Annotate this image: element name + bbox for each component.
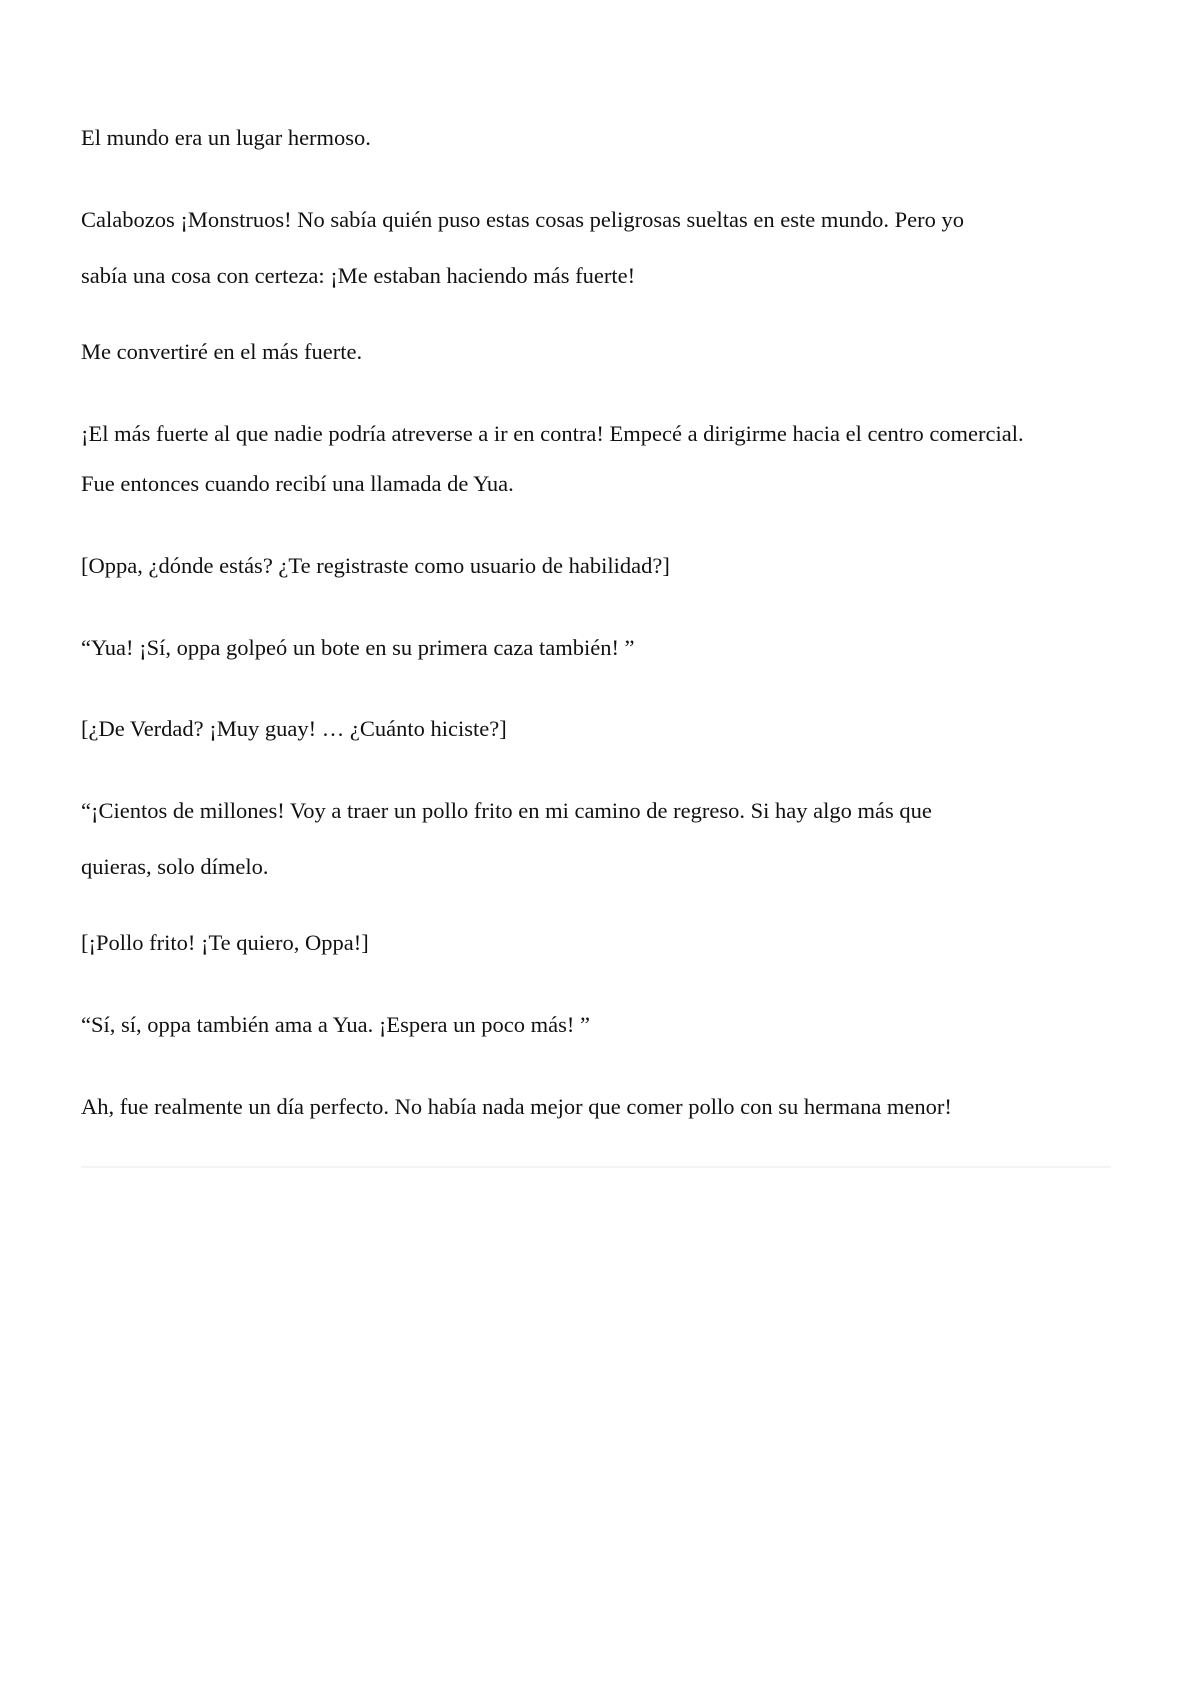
paragraph-line: ¡El más fuerte al que nadie podría atreverse a ir en contra! Empecé a dirigirme hacia el centro comercial.: [81, 421, 1024, 446]
paragraph-line: “¡Cientos de millones! Voy a traer un pollo frito en mi camino de regreso. Si hay algo más que: [81, 798, 932, 823]
paragraph-line: [¿De Verdad? ¡Muy guay! … ¿Cuánto hiciste?]: [81, 716, 507, 741]
paragraph-line: “Sí, sí, oppa también ama a Yua. ¡Espera un poco más! ”: [81, 1012, 591, 1037]
paragraph-line: “Yua! ¡Sí, oppa golpeó un bote en su primera caza también! ”: [81, 635, 635, 660]
paragraph-line: Calabozos ¡Monstruos! No sabía quién puso estas cosas peligrosas sueltas en este mundo. Pero yo: [81, 207, 964, 232]
paragraph-line: [¡Pollo frito! ¡Te quiero, Oppa!]: [81, 930, 369, 955]
horizontal-divider: [81, 1166, 1111, 1168]
paragraph-line: Fue entonces cuando recibí una llamada de Yua.: [81, 471, 514, 496]
paragraph-line: sabía una cosa con certeza: ¡Me estaban haciendo más fuerte!: [81, 263, 636, 288]
paragraph-line: Ah, fue realmente un día perfecto. No había nada mejor que comer pollo con su hermana menor!: [81, 1094, 952, 1119]
paragraph-line: Me convertiré en el más fuerte.: [81, 339, 363, 364]
paragraph-line: quieras, solo dímelo.: [81, 854, 269, 879]
paragraph-line: El mundo era un lugar hermoso.: [81, 125, 371, 150]
paragraph-line: [Oppa, ¿dónde estás? ¿Te registraste como usuario de habilidad?]: [81, 553, 670, 578]
